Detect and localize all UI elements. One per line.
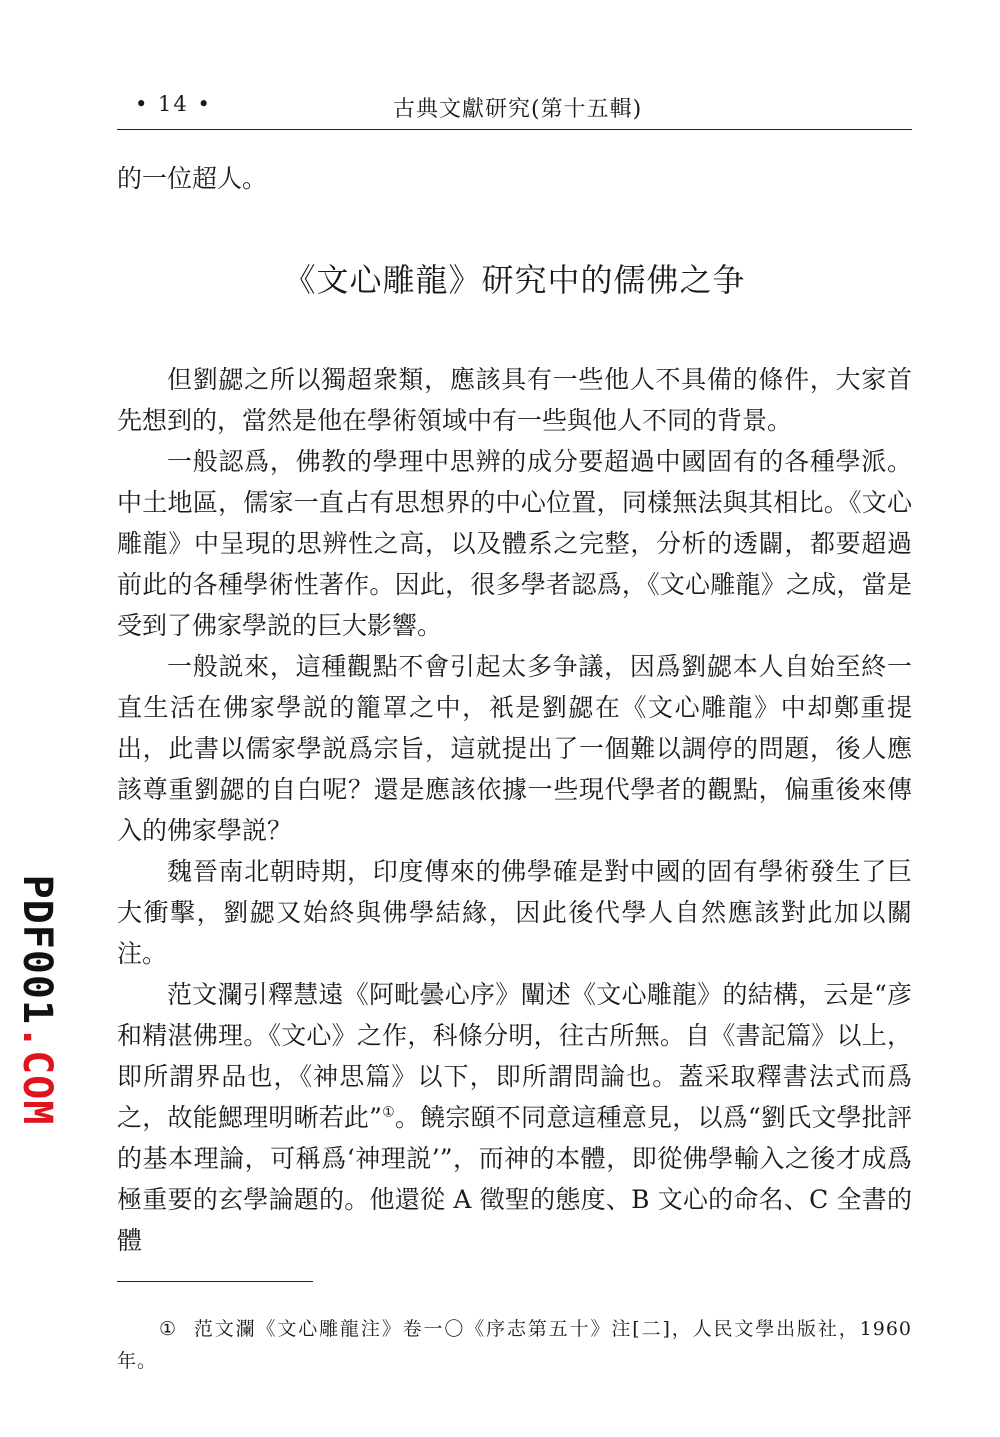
watermark-part-1: PDF001 (14, 874, 60, 1026)
footnote-marker: ① (159, 1318, 178, 1340)
article-body (117, 359, 912, 1261)
continuation-text: 的一位超人。 (117, 164, 268, 193)
paragraph: 但劉勰之所以獨超衆類，應該具有一些他人不具備的條件，大家首先想到的，當然是他在學術領域中有一些與他人不同的背景。 (117, 365, 912, 435)
footnote (117, 1313, 912, 1377)
paragraph: 一般認爲，佛教的學理中思辨的成分要超過中國固有的各種學派。中土地區，儒家一直占有思想界的中心位置，同樣無法與其相比。《文心雕龍》中呈現的思辨性之高，以及體系之完整，分析的透闢，都要超過前此的各種學術性著作。因此，很多學者認爲，《文心雕龍》之成，當是受到了佛家學説的巨大影響。 (117, 447, 912, 640)
running-title: 古典文獻研究(第十五輯) (393, 97, 643, 122)
paragraph-text-after-note: 。饒宗頤不同意這種意見，以爲“劉氏文學批評的基本理論，可稱爲‘神理説’”，而神的本體，即從佛學輸入之後才成爲極重要的玄學論題的。他還從 A 徵聖的態度、B 文心的命名、C 全書的體 (117, 1103, 912, 1255)
footnote-text: 范文瀾《文心雕龍注》卷一〇《序志第五十》注[二]，人民文學出版社，1960年。 (117, 1318, 912, 1372)
paragraph: 魏晉南北朝時期，印度傳來的佛學確是對中國的固有學術發生了巨大衝擊，劉勰又始終與佛學結緣，因此後代學人自然應該對此加以關注。 (117, 857, 912, 968)
header-rule (117, 129, 912, 130)
footnote-rule (117, 1281, 313, 1282)
paragraph: 一般説來，這種觀點不會引起太多争議，因爲劉勰本人自始至終一直生活在佛家學説的籠罩之中，衹是劉勰在《文心雕龍》中却鄭重提出，此書以儒家學説爲宗旨，這就提出了一個難以調停的問題，後人應該尊重劉勰的自白呢？還是應該依據一些現代學者的觀點，偏重後來傳入的佛家學説？ (117, 652, 912, 845)
section-title: 《文心雕龍》研究中的儒佛之争 (283, 261, 746, 299)
watermark-text (14, 875, 60, 1126)
footnote-reference[interactable]: ① (381, 1104, 395, 1121)
watermark-part-2: .COM (14, 1025, 60, 1126)
paragraph-with-note (117, 974, 912, 1261)
page-number: • 14 • (135, 92, 212, 116)
paragraph-text-before-note: 范文瀾引釋慧遠《阿毗曇心序》闡述《文心雕龍》的結構，云是“彦和精湛佛理。《文心》之作，科條分明，往古所無。自《書記篇》以上，即所謂界品也，《神思篇》以下，即所謂問論也。蓋采取釋書法式而爲之，故能鰓理明晰若此” (117, 980, 912, 1132)
page-header (117, 88, 912, 124)
watermark (8, 870, 66, 1130)
